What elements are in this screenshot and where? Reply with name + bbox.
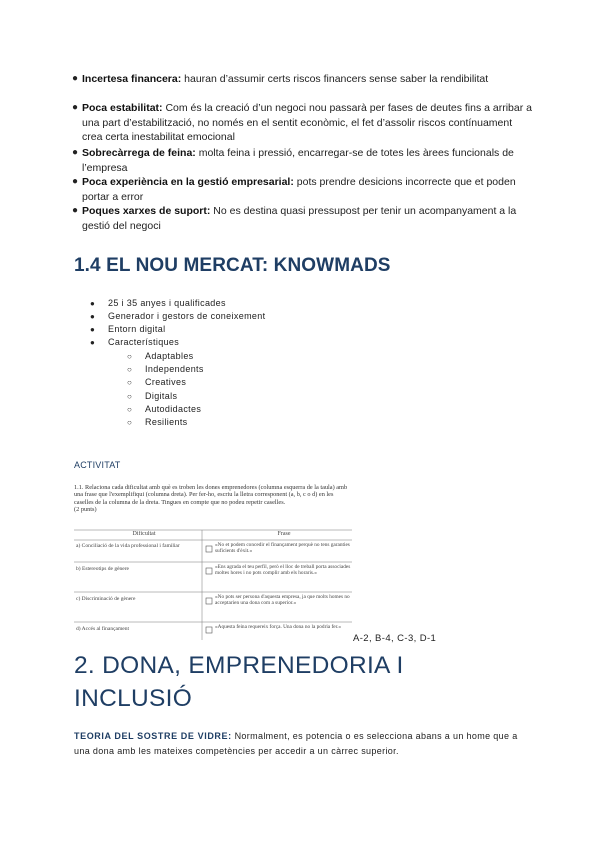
bullet-term: Poques xarxes de suport: [82, 205, 211, 217]
paragraph [74, 729, 534, 759]
sub-list-item [127, 376, 187, 389]
bullet-icon: ● [72, 73, 79, 84]
table-header-left: Dificultat [132, 531, 156, 537]
answer-checkbox [206, 627, 212, 633]
list-item-text: 25 i 35 anyes i qualificades [108, 298, 226, 308]
bullet-icon: ● [72, 176, 79, 187]
bullet-icon: ● [72, 102, 79, 113]
table-cell: «No et podem concedir el finançament perquè no tens garanties suficients d'èxit.» [215, 542, 350, 555]
bullet-term: Poca estabilitat: [82, 102, 163, 114]
list-item-text: Autodidactes [145, 404, 202, 414]
table-cell: b) Estereotips de gènere [76, 566, 129, 572]
table-cell: «No pots ser persona d'aquesta empresa, ja que molts homes no acceptarien una dona com a superior.» [215, 594, 350, 607]
activity-answers: A-2, B-4, C-3, D-1 [353, 633, 437, 644]
list-item-text: Creatives [145, 377, 187, 387]
bullet-text: No es destina quasi pressupost per tenir un acompanyament a la gestió del negoci [82, 205, 517, 232]
bullet-text: Com és la creació d’un negoci nou passarà per fases de deutes fins a arribar a una part d’estabilització, no només en el sentit econòmic, el fet d’assolir riscos contínuament crea certa inestabilitat emocional [82, 102, 532, 143]
bullet-text: pots prendre desicions incorrecte que et poden portar a error [82, 176, 516, 203]
table-header-right: Frase [277, 531, 291, 537]
table-cell: «Ens agrada el teu perfil, però el lloc de treball porta associades moltes hores i no pots complir amb els horaris.» [215, 564, 351, 577]
list-item [72, 146, 532, 175]
section-heading: 2. DONA, EMPRENEDORIA I INCLUSIÓ [74, 652, 404, 712]
activity-label: ACTIVITAT [74, 460, 121, 470]
paragraph-text: Normalment, es potencia o es selecciona abans a un home que a una dona amb les mateixes competències per accedir a un càrrec superior. [74, 731, 518, 756]
list-item [72, 204, 532, 233]
activity-table-svg [74, 484, 352, 640]
bullet-term: Sobrecàrrega de feina: [82, 147, 196, 159]
table-cell: d) Accés al finançament [76, 626, 129, 632]
activity-scan-image [74, 484, 352, 640]
list-item-text: Adaptables [145, 351, 194, 361]
section-heading: 1.4 EL NOU MERCAT: KNOWMADS [74, 255, 391, 276]
list-item [90, 323, 166, 336]
list-item [90, 336, 180, 349]
circle-bullet-icon: ○ [127, 405, 133, 414]
answer-checkbox [206, 546, 212, 552]
list-item-text: Resilients [145, 417, 188, 427]
bullet-term: Poca experiència en la gestió empresarial: [82, 176, 294, 188]
circle-bullet-icon: ○ [127, 392, 133, 401]
answer-checkbox [206, 568, 212, 574]
answer-checkbox [206, 598, 212, 604]
term-label: TEORIA DEL SOSTRE DE VIDRE: [74, 731, 232, 741]
list-item [72, 101, 532, 145]
list-item-text: Entorn digital [108, 324, 166, 334]
sub-list-item [127, 350, 194, 363]
bullet-text: hauran d’assumir certs riscos financers sense saber la rendibilitat [181, 73, 489, 85]
circle-bullet-icon: ○ [127, 378, 133, 387]
list-item [72, 72, 532, 87]
table-cell: c) Discriminació de gènere [76, 596, 136, 602]
list-item-text: Digitals [145, 391, 178, 401]
sub-list-item [127, 403, 202, 416]
list-item-text: Independents [145, 364, 204, 374]
list-item [90, 297, 226, 310]
list-item [72, 175, 532, 204]
bullet-icon: ● [72, 147, 79, 158]
bullet-term: Incertesa financera: [82, 73, 182, 85]
bullet-icon: ● [90, 299, 96, 308]
sub-list-item [127, 390, 178, 403]
circle-bullet-icon: ○ [127, 365, 133, 374]
activity-points: (2 punts) [74, 506, 97, 514]
bullet-icon: ● [90, 325, 96, 334]
bullet-icon: ● [90, 312, 96, 321]
list-item-text: Generador i gestors de coneixement [108, 311, 266, 321]
bullet-icon: ● [90, 338, 96, 347]
list-item [90, 310, 266, 323]
circle-bullet-icon: ○ [127, 352, 133, 361]
sub-list-item [127, 416, 188, 429]
bullet-text: molta feina i pressió, encarregar-se de totes les àrees funcionals de l’empresa [82, 147, 514, 174]
table-cell: «Aquesta feina requereix força. Una dona no la podria fer.» [215, 624, 342, 630]
activity-question: 1.1. Relaciona cada dificultat amb què es troben les dones emprenedores (columna esquerra de la taula) amb una frase que l'exemplifiqui (columna dreta). Per fer-ho, escriu la lletra corresponent (a, b, c o d) en les caselles de la columna de la dreta. Tingues en compte que no podeu repetir caselles. [74, 484, 348, 506]
circle-bullet-icon: ○ [127, 418, 133, 427]
sub-list-item [127, 363, 204, 376]
table-cell: a) Conciliació de la vida professional i familiar [76, 543, 180, 549]
list-item-text: Característiques [108, 337, 180, 347]
bullet-icon: ● [72, 205, 79, 216]
